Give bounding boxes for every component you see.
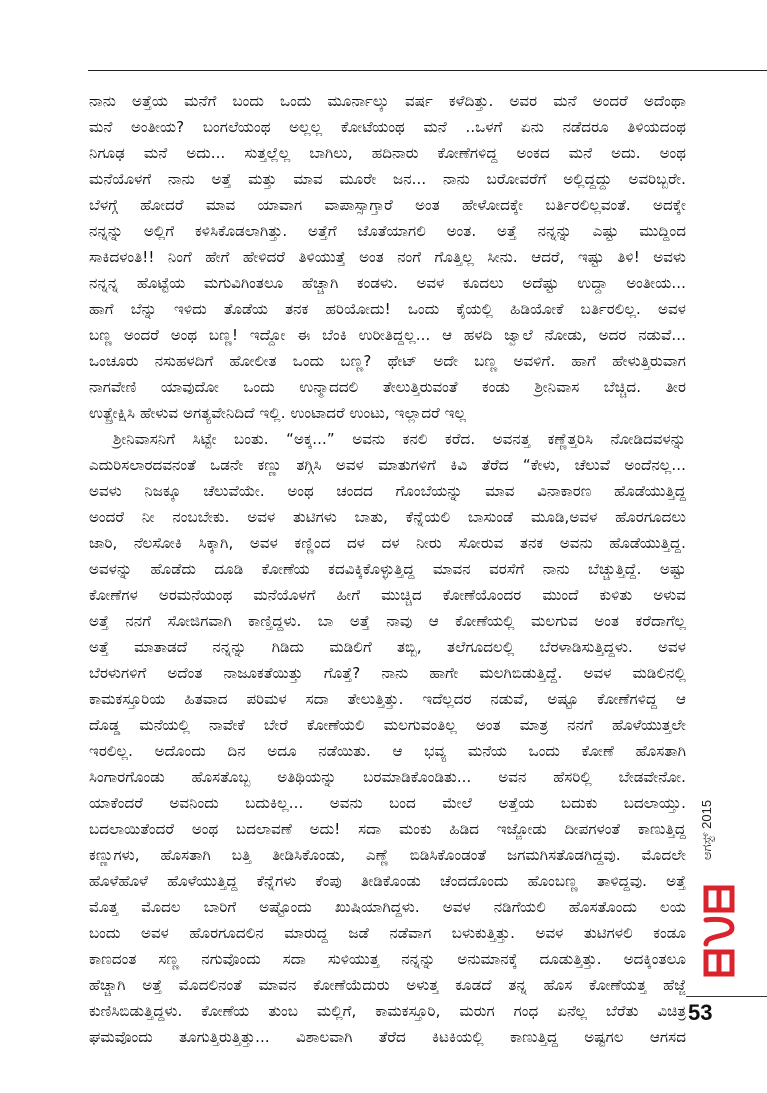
text-line — [89, 1050, 686, 1076]
text-line: ಯಾಕೆಂದರೆ ಅವನಿಂದು ಬದುಕಿಲ್ಲ... ಅವನು ಬಂದ ಮೇಲೆ ಅತ್ತೆಯ ಬದುಕು ಬದಲಾಯ್ತು. — [89, 794, 686, 812]
text-line: ಎದುರಿಸಲಾರದವನಂತೆ ಒಡನೇ ಕಣ್ಣು ತಗ್ಗಿಸಿ ಅವಳ ಮಾತುಗಳಿಗೆ ಕಿವಿ ತೆರೆದ “ಕೇಳು, ಚೆಲುವೆ ಅಂದೆನಲ್ಲ... — [89, 456, 686, 474]
text-line: ಮನೆ ಅಂತೀಯ? ಬಂಗಲೆಯಂಥ ಅಲ್ಲಲ್ಲ ಕೋಟೆಯಂಥ ಮನೆ ..ಒಳಗೆ ಏನು ನಡೆದರೂ ತಿಳಿಯದಂಥ — [89, 118, 686, 136]
paragraph-last-line: ಉತ್ಪ್ರೇಕ್ಷಿಸಿ ಹೇಳುವ ಅಗತ್ಯವೇನಿದಿದೆ ಇಲ್ಲಿ. ಉಂಟಾದರೆ ಉಂಟು, ಇಲ್ಲಾದರೆ ಇಲ್ಲ — [89, 404, 467, 422]
text-line: ದೊಡ್ಡ ಮನೆಯಲ್ಲಿ ನಾವೇಕೆ ಬೇರೆ ಕೋಣೆಯಲಿ ಮಲಗುವಂತಿಲ್ಲ ಅಂತ ಮಾತ್ರ ನನಗೆ ಹೊಳೆಯುತ್ತಲೇ — [89, 716, 686, 734]
text-line: ಅತ್ತೆ ನನಗೆ ಸೋಜಿಗವಾಗಿ ಕಾಣ್ತಿದ್ದಳು. ಬಾ ಅತ್ತೆ ನಾವು ಆ ಕೋಣೆಯಲ್ಲಿ ಮಲಗುವ ಅಂತ ಕರೆದಾಗೆಲ್ಲ — [89, 612, 686, 630]
text-line: ನಾನು ಅತ್ತೆಯ ಮನೆಗೆ ಬಂದು ಒಂದು ಮೂರ್ನಾಲ್ಕು ವರ್ಷ ಕಳೆದಿತ್ತು. ಅವರ ಮನೆ ಅಂದರೆ ಅದೆಂಥಾ — [89, 92, 686, 110]
text-line: ಬೆಳಗ್ಗೆ ಹೋದರೆ ಮಾವ ಯಾವಾಗ ವಾಪಾಸ್ಸಾಗ್ತಾರೆ ಅಂತ ಹೇಳೋದಕ್ಕೇ ಬರ್ತಿರಲಿಲ್ಲವಂತೆ. ಅದಕ್ಕೇ — [89, 196, 686, 214]
article-body — [89, 88, 686, 1076]
text-line: ಹಾಗೆ ಬೆನ್ನು ಇಳಿದು ತೊಡೆಯ ತನಕ ಹರಿಯೋದು! ಒಂದು ಕೈಯಲ್ಲಿ ಹಿಡಿಯೋಕೆ ಬರ್ತಿರಲಿಲ್ಲ. ಅವಳ — [89, 300, 686, 318]
header-divider — [88, 70, 767, 71]
text-line: ಬಣ್ಣ ಅಂದರೆ ಅಂಥ ಬಣ್ಣ! ಇದ್ದೋ ಈ ಬೆಂಕಿ ಉರೀತಿದ್ದಲ್ಲ... ಆ ಹಳದಿ ಜ್ವಾಲೆ ನೋಡು, ಅದರ ನಡುವೆ... — [89, 326, 686, 344]
text-line: ನನ್ನನ್ನು ಅಲ್ಲಿಗೆ ಕಳಿಸಿಕೊಡಲಾಗಿತ್ತು. ಅತ್ತೆಗೆ ಜೊತೆಯಾಗಲಿ ಅಂತ. ಅತ್ತೆ ನನ್ನನ್ನು ಎಷ್ಟು ಮುದ್ದಿಂದ — [89, 222, 686, 240]
text-line: ಮೊತ್ತ ಮೊದಲ ಬಾರಿಗೆ ಅಷ್ಟೊಂದು ಖುಷಿಯಾಗಿದ್ದಳು. ಅವಳ ನಡಿಗೆಯಲಿ ಹೊಸತೊಂದು ಲಯ — [89, 898, 686, 916]
text-line: ನಾಗವೇಣಿ ಯಾವುದೋ ಒಂದು ಉನ್ಮಾದದಲಿ ತೇಲುತ್ತಿರುವಂತೆ ಕಂಡು ಶ್ರೀನಿವಾಸ ಬೆಚ್ಚಿದ. ತೀರ — [89, 378, 686, 396]
text-line: ಕಾಣದಂತ ಸಣ್ಣ ನಗುವೊಂದು ಸದಾ ಸುಳಿಯುತ್ತ ನನ್ನನ್ನು ಅನುಮಾನಕ್ಕೆ ದೂಡುತ್ತಿತ್ತು. ಅದಕ್ಕಿಂತಲೂ — [89, 950, 686, 968]
text-line: ಅವಳನ್ನು ಹೊಡೆದು ದೂಡಿ ಕೋಣೆಯ ಕದವಿಕ್ಕಿಕೊಳ್ಳುತ್ತಿದ್ದ ಮಾವನ ವರಸೆಗೆ ನಾನು ಬೆಚ್ಚುತ್ತಿದ್ದೆ. ಅಷ್ಟು — [89, 560, 686, 578]
magazine-logo-icon — [700, 880, 740, 980]
text-line: ಕೋಣೆಗಳ ಅರಮನೆಯಂಥ ಮನೆಯೊಳಗೆ ಹೀಗೆ ಮುಚ್ಚಿದ ಕೋಣೆಯೊಂದರ ಮುಂದೆ ಕುಳಿತು ಅಳುವ — [89, 586, 686, 604]
text-line: ಅವಳು ನಿಜಕ್ಕೂ ಚೆಲುವೆಯೇ. ಅಂಥ ಚಂದದ ಗೊಂಬೆಯನ್ನು ಮಾವ ವಿನಾಕಾರಣ ಹೊಡೆಯುತ್ತಿದ್ದ — [89, 482, 686, 500]
text-line: ಒಂಚೂರು ನಸುಹಳದಿಗೆ ಹೋಲೀತ ಒಂದು ಬಣ್ಣ? ಥೇಟ್ ಅದೇ ಬಣ್ಣ ಅವಳಿಗೆ. ಹಾಗೆ ಹೇಳುತ್ತಿರುವಾಗ — [89, 352, 686, 370]
text-line: ಜಾರಿ, ನೆಲಸೋಕಿ ಸಿಕ್ಕಾಗಿ, ಅವಳ ಕಣ್ಣಿಂದ ದಳ ದಳ ನೀರು ಸೋರುವ ತನಕ ಅವನು ಹೊಡೆಯುತ್ತಿದ್ದ. — [89, 534, 686, 552]
page-number: 53 — [688, 1000, 713, 1025]
text-line: ಇರಲಿಲ್ಲ. ಅದೊಂದು ದಿನ ಅದೂ ನಡೆಯಿತು. ಆ ಭವ್ಯ ಮನೆಯ ಒಂದು ಕೋಣೆ ಹೊಸತಾಗಿ — [89, 742, 686, 760]
text-line: ಸಿಂಗಾರಗೊಂಡು ಹೊಸತೊಬ್ಬ ಅತಿಥಿಯನ್ನು ಬರಮಾಡಿಕೊಂಡಿತು... ಅವನ ಹೆಸರಿಲ್ಲಿ ಬೇಡವೇನೋ. — [89, 768, 686, 786]
text-line: ಅಂದರೆ ನೀ ನಂಬಬೇಕು. ಅವಳ ತುಟಿಗಳು ಬಾತು, ಕೆನ್ನೆಯಲಿ ಬಾಸುಂಡೆ ಮೂಡಿ,ಅವಳ ಹೊರಗೂದಲು — [89, 508, 686, 526]
text-line: ನನ್ನನ್ನ ಹೊಟ್ಟೆಯ ಮಗುವಿಗಿಂತಲೂ ಹೆಚ್ಚಾಗಿ ಕಂಡಳು. ಅವಳ ಕೂದಲು ಅದೆಷ್ಟು ಉದ್ದಾ ಅಂತೀಯ... — [89, 274, 686, 292]
text-line: ಘಮವೊಂದು ತೂಗುತ್ತಿರುತ್ತಿತ್ತು... ವಿಶಾಲವಾಗಿ ತೆರೆದ ಕಿಟಕಿಯಲ್ಲಿ ಕಾಣುತ್ತಿದ್ದ ಅಷ್ಟಗಲ ಆಗಸದ — [89, 1028, 686, 1046]
text-line: ಅತ್ತೆ ಮಾತಾಡದೆ ನನ್ನನ್ನು ಗಿಡಿದು ಮಡಿಲಿಗೆ ತಬ್ಬಿ, ತಲೆಗೂದಲಲ್ಲಿ ಬೆರಳಾಡಿಸುತ್ತಿದ್ದಳು. ಅವಳ — [89, 638, 686, 656]
text-line: ಕಾಮಕಸ್ತೂರಿಯ ಹಿತವಾದ ಪರಿಮಳ ಸದಾ ತೇಲುತ್ತಿತ್ತು. ಇದೆಲ್ಲದರ ನಡುವೆ, ಅಷ್ಟೂ ಕೋಣೆಗಳಿದ್ದ ಆ — [89, 690, 686, 708]
text-line: ಹೊಳೆಹೊಳೆ ಹೊಳೆಯುತ್ತಿದ್ದ ಕೆನ್ನೆಗಳು ಕೆಂಪು ತೀಡಿಕೊಂಡು ಚೆಂದದೊಂದು ಹೊಂಬಣ್ಣ ತಾಳಿದ್ದವು. ಅತ್ತೆ — [89, 872, 686, 890]
text-line: ಕಣ್ಣುಗಳು, ಹೊಸತಾಗಿ ಬತ್ತಿ ತೀಡಿಸಿಕೊಂಡು, ಎಣ್ಣೆ ಬಿಡಿಸಿಕೊಂಡಂತೆ ಜಗಮಗಿಸತೊಡಗಿದ್ದವು. ಮೊದಲೇ — [89, 846, 686, 864]
text-line: ಹೆಚ್ಚಾಗಿ ಅತ್ತೆ ಮೊದಲಿನಂತೆ ಮಾವನ ಕೋಣೆಯೆದುರು ಅಳುತ್ತ ಕೂಡದೆ ತನ್ನ ಹೊಸ ಕೋಣೆಯತ್ತ ಹೆಜ್ಜೆ — [89, 976, 686, 994]
issue-date-label: ಆಗಸ್ಟ್ 2015 — [699, 799, 715, 861]
text-line: ಬಂದು ಅವಳ ಹೊರಗೂದಲಿನ ಮಾರುದ್ದ ಜಡೆ ನಡೆವಾಗ ಬಳುಕುತ್ತಿತ್ತು. ಅವಳ ತುಟಿಗಳಲಿ ಕಂಡೂ — [89, 924, 686, 942]
text-line: ಬದಲಾಯಿತೆಂದರೆ ಅಂಥ ಬದಲಾವಣೆ ಅದು! ಸದಾ ಮಂಕು ಹಿಡಿದ ಇಜ್ಜೋಡು ದೀಪಗಳಂತೆ ಕಾಣುತ್ತಿದ್ದ — [89, 820, 686, 838]
text-line: ಸಾಕಿದಳಂತಿ!! ನಿಂಗೆ ಹೇಗೆ ಹೇಳಿದರೆ ತಿಳಿಯುತ್ತೆ ಅಂತ ನಂಗೆ ಗೊತ್ತಿಲ್ಲ ಸೀನು. ಆದರೆ, ಇಷ್ಟು ತಿಳಿ! ಅವಳು — [89, 248, 686, 266]
magazine-logo-graphic — [700, 880, 740, 980]
text-line: ಮನೆಯೊಳಗೆ ನಾನು ಅತ್ತೆ ಮತ್ತು ಮಾವ ಮೂರೇ ಜನ... ನಾನು ಬರೋವರೆಗೆ ಅಲ್ಲಿದ್ದದ್ದು ಅವರಿಬ್ಬರೇ. — [89, 170, 686, 188]
paragraph-first-line: ಶ್ರೀನಿವಾಸನಿಗೆ ಸಿಟ್ಟೇ ಬಂತು. “ಅಕ್ಕ...” ಅವನು ಕನಲಿ ಕರೆದ. ಅವನತ್ತ ಕಣ್ಣೆತ್ತರಿಸಿ ನೋಡಿದವಳನ್ನು — [113, 430, 686, 448]
issue-date — [697, 790, 717, 870]
text-line: ಕುಣಿಸಿಬಿಡುತ್ತಿದ್ದಳು. ಕೋಣೆಯ ತುಂಬ ಮಲ್ಲಿಗೆ, ಕಾಮಕಸ್ತೂರಿ, ಮರುಗ ಗಂಧ ಏನೆಲ್ಲ ಬೆರೆತು ವಿಚಿತ್ರ — [89, 1002, 686, 1020]
text-line: ಬೆರಳುಗಳಿಗೆ ಅದೆಂತ ನಾಜೂಕತೆಯಿತ್ತು ಗೊತ್ತೆ? ನಾನು ಹಾಗೇ ಮಲಗಿಬಿಡುತ್ತಿದ್ದೆ. ಅವಳ ಮಡಿಲಿನಲ್ಲಿ — [89, 664, 686, 682]
footer-divider — [686, 996, 767, 997]
text-line: ನಿಗೂಢ ಮನೆ ಅದು... ಸುತ್ತಲ್ಲೆಲ್ಲ ಬಾಗಿಲು, ಹದಿನಾರು ಕೋಣೆಗಳಿದ್ದ ಅಂಕದ ಮನೆ ಅದು. ಅಂಥ — [89, 144, 686, 162]
